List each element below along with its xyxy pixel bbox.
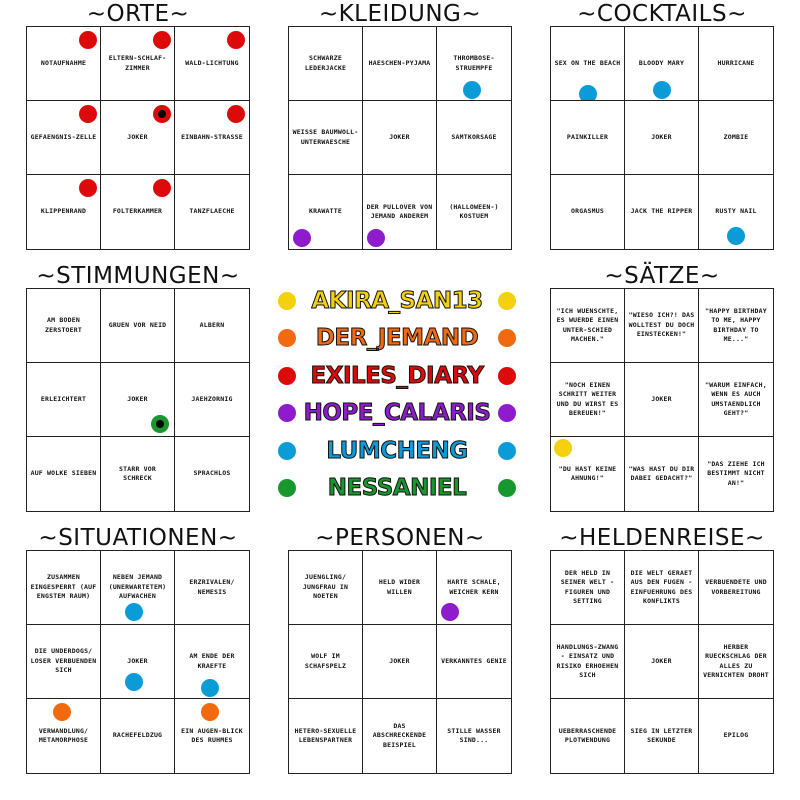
cell-label: SPRACHLOS <box>193 469 231 478</box>
cell-label: GRUEN VOR NEID <box>108 320 167 329</box>
bingo-cell[interactable] <box>551 699 625 773</box>
legend-row <box>262 286 532 316</box>
bingo-cell[interactable] <box>437 175 511 249</box>
bingo-cell[interactable] <box>27 551 101 625</box>
legend-row <box>262 361 532 391</box>
cell-label: JOKER <box>127 132 148 141</box>
cell-label: "DU HAST KEINE AHNUNG!" <box>558 464 617 482</box>
bingo-cell[interactable] <box>289 101 363 175</box>
bingo-cell[interactable] <box>27 289 101 363</box>
board-title: ~COCKTAILS~ <box>577 1 747 27</box>
player-name: HOPE_CALARIS <box>303 400 491 426</box>
cell-label: NEBEN JEMAND (UNERWARTETEM) AUFWACHEN <box>108 573 167 601</box>
cell-label: JAEHZORNIG <box>191 394 233 403</box>
cell-label: EIN AUGEN-BLICK DES RUHMES <box>181 726 243 744</box>
cell-label: JUENGLING/ JUNGFRAU IN NOETEN <box>302 573 349 601</box>
player-legend <box>262 282 532 508</box>
bingo-cell[interactable] <box>363 27 437 101</box>
player-name: DER_JEMAND <box>315 325 479 351</box>
bingo-cell[interactable] <box>699 27 773 101</box>
bingo-cell[interactable] <box>437 699 511 773</box>
cell-label: RACHEFELDZUG <box>112 731 163 740</box>
cell-label: VERWANDLUNG/ METAMORPHOSE <box>38 726 89 744</box>
bingo-cell[interactable] <box>551 101 625 175</box>
bingo-cell[interactable] <box>101 27 175 101</box>
cell-label: AM ENDE DER KRAEFTE <box>189 652 235 670</box>
orange-player-dot <box>53 703 71 721</box>
bingo-cell[interactable] <box>101 625 175 699</box>
blue-player-dot <box>125 603 143 621</box>
bingo-cell[interactable] <box>437 27 511 101</box>
bingo-cell[interactable] <box>175 175 249 249</box>
cell-label: TANZFLAECHE <box>189 207 235 216</box>
bingo-cell[interactable] <box>175 27 249 101</box>
bingo-cell[interactable] <box>289 27 363 101</box>
cell-label: HETERO-SEXUELLE LEBENSPARTNER <box>294 726 357 744</box>
cell-label: KLIPPENRAND <box>40 207 87 216</box>
bingo-cell[interactable] <box>699 437 773 511</box>
cell-label: HAESCHEN-PYJAMA <box>368 58 431 67</box>
bingo-cell[interactable] <box>175 363 249 437</box>
red-player-dot <box>227 105 245 123</box>
player-color-dot <box>498 292 516 310</box>
cell-label: WEISSE BAUMWOLL-UNTERWAESCHE <box>292 128 359 146</box>
cell-label: JOKER <box>651 132 672 141</box>
bingo-cell[interactable] <box>625 625 699 699</box>
bingo-cell[interactable] <box>27 101 101 175</box>
player-color-dot <box>498 367 516 385</box>
cell-label: VERBUENDETE UND VORBEREITUNG <box>705 578 767 596</box>
bingo-cell[interactable] <box>699 551 773 625</box>
bingo-cell[interactable] <box>625 289 699 363</box>
cell-label: WALD-LICHTUNG <box>185 58 239 67</box>
bingo-cell[interactable] <box>699 625 773 699</box>
cell-label: (HALLOWEEN-) KOSTUEM <box>449 202 499 220</box>
cell-label: "WARUM EINFACH, WENN ES AUCH UMSTAENDLICH GEHT?" <box>705 380 767 417</box>
blue-player-dot <box>579 85 597 101</box>
bingo-cell[interactable] <box>363 625 437 699</box>
board-title: ~STIMMUNGEN~ <box>36 263 240 289</box>
bingo-cell[interactable] <box>363 175 437 249</box>
bingo-cell[interactable] <box>101 101 175 175</box>
bingo-cell[interactable] <box>551 437 625 511</box>
bingo-cell[interactable] <box>175 699 249 773</box>
cell-label: "NOCH EINEN SCHRITT WEITER UND DU WIRST ES BEREUEN!" <box>556 380 619 417</box>
board-title: ~PERSONEN~ <box>315 525 485 551</box>
bingo-cell[interactable] <box>175 101 249 175</box>
cell-label: SCHWARZE LEDERJACKE <box>304 54 347 72</box>
cell-label: EPILOG <box>723 731 749 740</box>
bingo-cell[interactable] <box>437 101 511 175</box>
bingo-cell[interactable] <box>101 699 175 773</box>
bingo-cell[interactable] <box>551 289 625 363</box>
bingo-cell[interactable] <box>27 625 101 699</box>
bingo-cell[interactable] <box>551 551 625 625</box>
cell-label: GEFAENGNIS-ZELLE <box>30 132 97 141</box>
cell-label: STARR VOR SCHRECK <box>118 464 157 482</box>
cell-label: DAS ABSCHRECKENDE BEISPIEL <box>372 721 427 749</box>
cell-label: PAINKILLER <box>566 132 609 141</box>
bingo-cell[interactable] <box>101 437 175 511</box>
bingo-cell[interactable] <box>699 175 773 249</box>
cell-label: JACK THE RIPPER <box>630 207 693 216</box>
cell-label: THROMBOSE-STRUEMPFE <box>453 54 495 72</box>
bingo-cell[interactable] <box>101 363 175 437</box>
cell-label: ZOMBIE <box>723 132 749 141</box>
player-color-dot <box>498 479 516 497</box>
green-player-dot <box>151 415 169 433</box>
bingo-cell[interactable] <box>27 27 101 101</box>
bingo-cell[interactable] <box>175 289 249 363</box>
bingo-cell[interactable] <box>437 625 511 699</box>
cell-label: HERBER RUECKSCHLAG DER ALLES ZU VERNICHTEN DROHT <box>703 642 769 679</box>
bingo-grid <box>288 26 512 250</box>
bingo-cell[interactable] <box>101 551 175 625</box>
orange-player-dot <box>201 703 219 721</box>
bingo-cell[interactable] <box>699 101 773 175</box>
bingo-grid <box>26 550 250 774</box>
blue-player-dot <box>125 673 143 691</box>
cell-label: ZUSAMMEN EINGESPERRT (AUF ENGSTEM RAUM) <box>30 573 97 601</box>
bingo-cell[interactable] <box>289 699 363 773</box>
bingo-cell[interactable] <box>101 289 175 363</box>
bingo-grid <box>26 288 250 512</box>
cell-label: "HAPPY BIRTHDAY TO ME, HAPPY BIRTHDAY TO ME..." <box>705 306 767 343</box>
red-player-dot <box>153 105 171 123</box>
blue-player-dot <box>201 679 219 697</box>
cell-label: ELTERN-SCHLAF-ZIMMER <box>108 54 167 72</box>
bingo-grid <box>550 288 774 512</box>
bingo-cell[interactable] <box>175 551 249 625</box>
cell-label: HANDLUNGS-ZWANG - EINSATZ UND RISIKO ERHOEHEN SICH <box>556 642 619 679</box>
red-player-dot <box>153 179 171 197</box>
cell-label: "WAS HAST DU DIR DABEI GEDACHT?" <box>628 464 695 482</box>
red-player-dot <box>227 31 245 49</box>
cell-label: HELD WIDER WILLEN <box>378 578 421 596</box>
bingo-cell[interactable] <box>699 289 773 363</box>
cell-label: SAMTKORSAGE <box>451 132 497 141</box>
bingo-cell[interactable] <box>625 699 699 773</box>
board-title: ~KLEIDUNG~ <box>318 1 482 27</box>
bingo-cell[interactable] <box>625 175 699 249</box>
board-title: ~SITUATIONEN~ <box>38 525 238 551</box>
legend-row <box>262 398 532 428</box>
cell-label: EINBAHN-STRASSE <box>181 132 243 141</box>
bingo-cell[interactable] <box>551 625 625 699</box>
bingo-cell[interactable] <box>699 363 773 437</box>
cell-label: DER PULLOVER VON JEMAND ANDEREM <box>366 202 433 220</box>
cell-label: STILLE WASSER SIND... <box>447 726 501 744</box>
blue-player-dot <box>727 227 745 245</box>
bingo-cell[interactable] <box>289 625 363 699</box>
cell-label: ERLEICHTERT <box>40 394 87 403</box>
purple-player-dot <box>293 229 311 247</box>
cell-label: NOTAUFNAHME <box>40 58 87 67</box>
bingo-cell[interactable] <box>699 699 773 773</box>
cell-label: VERKANNTES GENIE <box>441 656 507 665</box>
purple-player-dot <box>367 229 385 247</box>
cell-label: JOKER <box>127 656 148 665</box>
bingo-cell[interactable] <box>625 551 699 625</box>
cell-label: SIEG IN LETZTER SEKUNDE <box>630 726 693 744</box>
cell-label: JOKER <box>389 656 410 665</box>
bingo-cell[interactable] <box>175 625 249 699</box>
bingo-cell[interactable] <box>101 175 175 249</box>
blue-player-dot <box>463 81 481 99</box>
bingo-cell[interactable] <box>625 437 699 511</box>
legend-row <box>262 473 532 503</box>
purple-player-dot <box>441 603 459 621</box>
cell-label: DER HELD IN SEINER WELT - FIGUREN UND SETTING <box>560 568 615 605</box>
cell-label: BLOODY MARY <box>638 58 685 67</box>
bingo-cell[interactable] <box>625 363 699 437</box>
legend-row <box>262 436 532 466</box>
bingo-cell[interactable] <box>27 437 101 511</box>
red-player-dot <box>79 31 97 49</box>
bingo-cell[interactable] <box>625 101 699 175</box>
red-player-dot <box>79 105 97 123</box>
cell-label: WOLF IM SCHAFSPELZ <box>304 652 347 670</box>
cell-label: RUSTY NAIL <box>715 207 757 216</box>
bingo-grid <box>288 550 512 774</box>
cell-label: "ICH WUENSCHTE, ES WUERDE EINEN UNTER-SCHIED MACHEN." <box>556 306 619 343</box>
bingo-cell[interactable] <box>551 175 625 249</box>
bingo-cell[interactable] <box>625 27 699 101</box>
bingo-cell[interactable] <box>551 363 625 437</box>
red-player-dot <box>79 179 97 197</box>
cell-label: HARTE SCHALE, WEICHER KERN <box>447 578 501 596</box>
cell-label: ERZRIVALEN/ NEMESIS <box>189 578 235 596</box>
bingo-cell[interactable] <box>363 551 437 625</box>
bingo-cell[interactable] <box>289 551 363 625</box>
board-title: ~SÄTZE~ <box>604 263 720 289</box>
board-title: ~ORTE~ <box>86 1 190 27</box>
bingo-cell[interactable] <box>363 101 437 175</box>
bingo-cell[interactable] <box>437 551 511 625</box>
board-title: ~HELDENREISE~ <box>559 525 765 551</box>
cell-label: "WIESO ICH?! DAS WOLLTEST DU DOCH EINSTECKEN!" <box>628 311 695 339</box>
red-player-dot <box>153 31 171 49</box>
cell-label: JOKER <box>127 394 148 403</box>
cell-label: ORGASMUS <box>571 207 604 216</box>
bingo-cell[interactable] <box>175 437 249 511</box>
player-color-dot <box>498 329 516 347</box>
cell-label: DIE UNDERDOGS/ LOSER VERBUENDEN SICH <box>30 647 97 675</box>
player-name: NESSANIEL <box>327 475 467 501</box>
cell-label: FOLTERKAMMER <box>112 207 163 216</box>
blue-player-dot <box>653 81 671 99</box>
legend-row <box>262 323 532 353</box>
cell-label: JOKER <box>651 656 672 665</box>
player-color-dot <box>498 442 516 460</box>
cell-label: "DAS ZIEHE ICH BESTIMMT NICHT AN!" <box>707 459 765 487</box>
cell-label: AM BODEN ZERSTOERT <box>44 316 83 334</box>
cell-label: DIE WELT GERAET AUS DEN FUGEN - EINFUEHRUNG DES KONFLIKTS <box>630 568 693 605</box>
player-name: LUMCHENG <box>326 438 468 464</box>
cell-label: SEX ON THE BEACH <box>554 58 621 67</box>
yellow-player-dot <box>554 439 572 457</box>
bingo-cell[interactable] <box>363 699 437 773</box>
bingo-cell[interactable] <box>551 27 625 101</box>
cell-label: AUF WOLKE SIEBEN <box>30 469 97 478</box>
bingo-cell[interactable] <box>289 175 363 249</box>
bingo-grid <box>550 550 774 774</box>
player-name: AKIRA_SAN13 <box>311 288 483 314</box>
player-color-dot <box>498 404 516 422</box>
cell-label: UEBERRASCHENDE PLOTWENDUNG <box>558 726 617 744</box>
bingo-cell[interactable] <box>27 175 101 249</box>
bingo-cell[interactable] <box>27 363 101 437</box>
cell-label: ALBERN <box>199 320 225 329</box>
cell-label: JOKER <box>651 394 672 403</box>
cell-label: HURRICANE <box>717 58 755 67</box>
cell-label: JOKER <box>389 132 410 141</box>
player-name: EXILES_DIARY <box>310 363 484 389</box>
bingo-grid <box>550 26 774 250</box>
bingo-grid <box>26 26 250 250</box>
bingo-cell[interactable] <box>27 699 101 773</box>
cell-label: KRAWATTE <box>309 207 342 216</box>
